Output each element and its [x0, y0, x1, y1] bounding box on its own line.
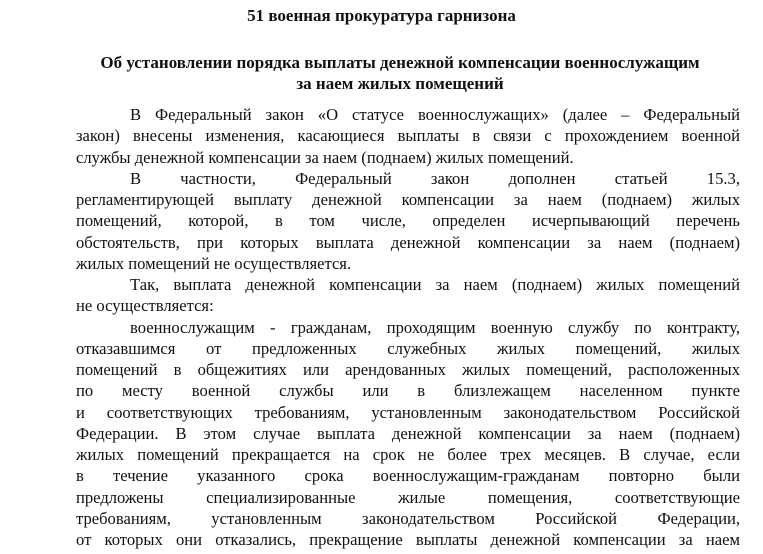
body-line: жилых помещений не осуществляется.: [76, 253, 352, 273]
body-line: В частности, Федеральный закон дополнен статьей 15.3,: [130, 168, 740, 188]
organization-heading: 51 военная прокуратура гарнизона: [247, 6, 516, 25]
body-line: по месту военной службы или в близлежащем населенном пункте: [76, 381, 740, 401]
body-line: в течение указанного срока военнослужащим-гражданам повторно были: [76, 466, 740, 486]
body-line: регламентирующей выплату денежной компенсации за наем (поднаем) жилых: [76, 190, 740, 209]
body-line: и соответствующих требованиям, установленным законодательством Российской: [76, 402, 740, 422]
document-title-line-2: за наем жилых помещений: [296, 74, 504, 93]
body-line: Федерации. В этом случае выплата денежной компенсации за наем (поднаем): [76, 423, 740, 443]
body-line: помещений в общежитиях или арендованных жилых помещений, расположенных: [76, 360, 740, 379]
body-line: жилых помещений прекращается на срок не более трех месяцев. В случае, если: [76, 445, 740, 464]
body-line: отказавшимся от предложенных служебных жилых помещений, жилых: [76, 338, 740, 358]
body-line: требованиям, установленным законодательством Российской Федерации,: [76, 508, 740, 528]
body-line: военнослужащим - гражданам, проходящим военную службу по контракту,: [130, 317, 740, 337]
body-line: службы денежной компенсации за наем (поднаем) жилых помещений.: [76, 147, 574, 167]
document-body: [76, 104, 740, 550]
body-line: Так, выплата денежной компенсации за наем (поднаем) жилых помещений: [130, 275, 740, 294]
document-title: [60, 52, 740, 94]
body-line: В Федеральный закон «О статусе военнослужащих» (далее – Федеральный: [130, 105, 740, 124]
body-line: предложены специализированные жилые помещения, соответствующие: [76, 487, 740, 507]
body-line: обстоятельств, при которых выплата денежной компенсации за наем (поднаем): [76, 232, 740, 252]
body-line: не осуществляется:: [76, 296, 214, 316]
body-line: помещений, которой, в том числе, определен исчерпывающий перечень: [76, 211, 740, 231]
body-line: закон) внесены изменения, касающиеся выплаты в связи с прохождением военной: [76, 126, 740, 146]
document-title-line-1: Об установлении порядка выплаты денежной компенсации военнослужащим: [100, 53, 700, 72]
body-line: от которых они отказались, прекращение выплаты денежной компенсации за наем: [76, 530, 740, 549]
